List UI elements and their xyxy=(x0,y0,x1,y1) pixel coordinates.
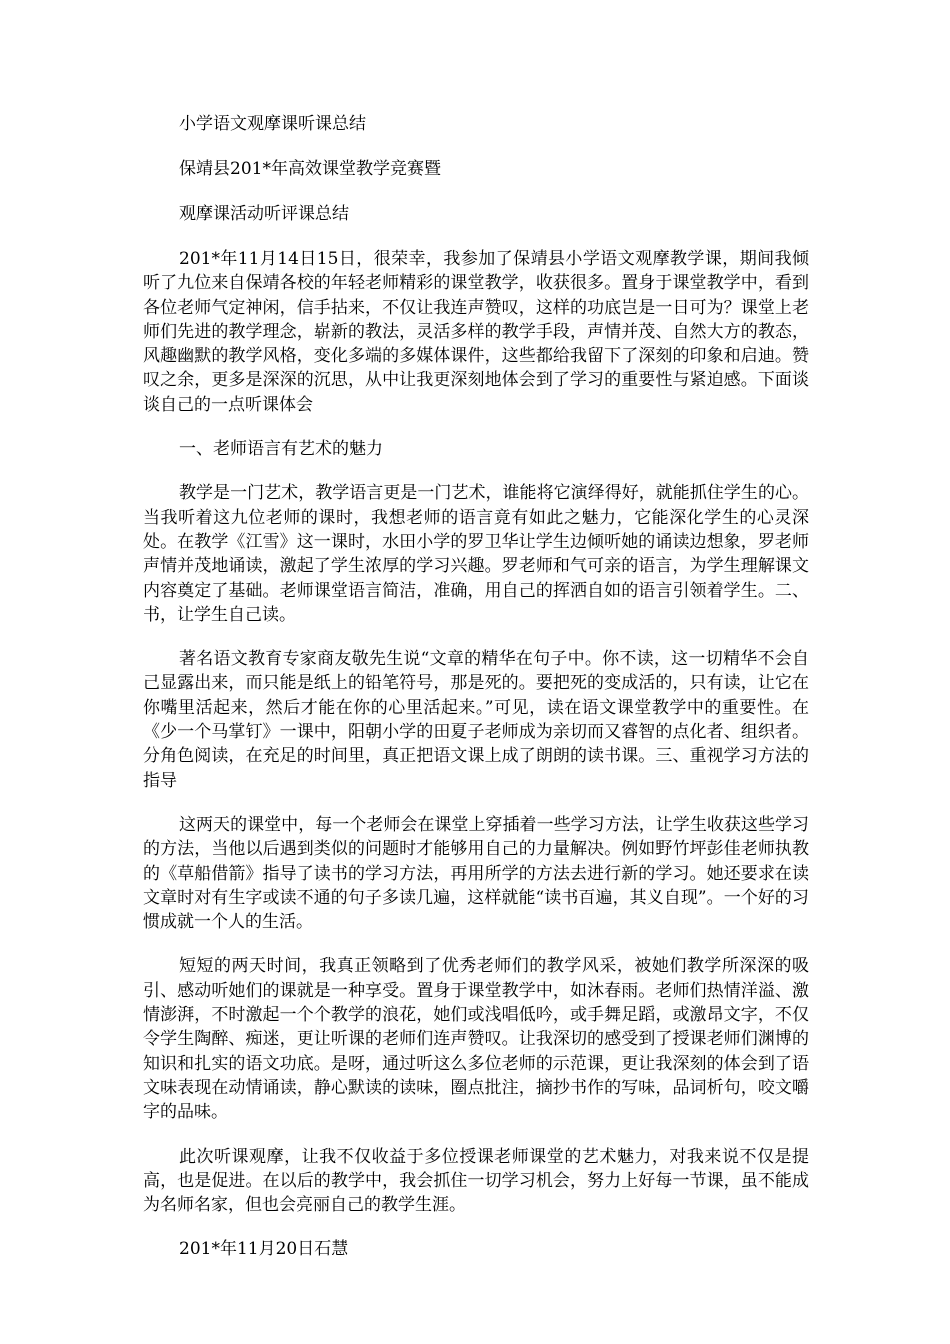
signature-date: 201*年11月20日石慧 xyxy=(179,1239,349,1260)
paragraph-language-art: 教学是一门艺术，教学语言更是一门艺术，谁能将它演绎得好，就能抓住学生的心。当我听着这九位老师的课时，我想老师的语言竟有如此之魅力，它能深化学生的心灵深处。在教学《江雪》这一课时，水田小学的罗卫华让学生边倾听她的诵读边想象，罗老师声情并茂地诵读，激起了学生浓厚的学习兴趣。罗老师和气可亲的语言，为学生理解课文内容奠定了基础。老师课堂语言简洁，准确，用自己的挥洒自如的语言引领着学生。二、书，让学生自己读。 xyxy=(143,483,809,625)
document-body xyxy=(143,112,809,1261)
paragraph-methods: 这两天的课堂中，每一个老师会在课堂上穿插着一些学习方法，让学生收获这些学习的方法，当他以后遇到类似的问题时才能够用自己的力量解决。例如野竹坪彭佳老师执教的《草船借箭》指导了读书的学习方法，再用所学的方法去进行新的学习。她还要求在读文章时对有生字或读不通的句子多读几遍，这样就能“读书百遍，其义自现”。一个好的习惯成就一个人的生活。 xyxy=(143,814,809,933)
section-heading-1: 一、老师语言有艺术的魅力 xyxy=(179,439,383,460)
paragraph-reading: 著名语文教育专家商友敬先生说“文章的精华在句子中。你不读，这一切精华不会自己显露出来，而只能是纸上的铅笔符号，那是死的。要把死的变成活的，只有读，让它在你嘴里活起来，然后才能在你的心里活起来。”可见，读在语文课堂教学中的重要性。在《少一个马掌钉》一课中，阳朝小学的田夏子老师成为亲切而又睿智的点化者、组织者。分角色阅读，在充足的时间里，真正把语文课上成了朗朗的读书课。三、重视学习方法的指导 xyxy=(143,649,809,791)
paragraph-reflection: 短短的两天时间，我真正领略到了优秀老师们的教学风采，被她们教学所深深的吸引、感动听她们的课就是一种享受。置身于课堂教学中，如沐春雨。老师们热情洋溢、激情澎湃，不时激起一个个教学的浪花，她们或浅唱低吟，或手舞足蹈，或激昂文字，不仅令学生陶醉、痴迷，更让听课的老师们连声赞叹。让我深切的感受到了授课老师们渊博的知识和扎实的语文功底。是呀，通过听这么多位老师的示范课，更让我深刻的体会到了语文味表现在动情诵读，静心默读的读味，圈点批注，摘抄书作的写味，品词析句，咬文嚼字的品味。 xyxy=(143,956,809,1123)
paragraph-intro: 201*年11月14日15日，很荣幸，我参加了保靖县小学语文观摩教学课，期间我倾听了九位来自保靖各校的年轻老师精彩的课堂教学，收获很多。置身于课堂教学中，看到各位老师气定神闲，信手拈来，不仅让我连声赞叹，这样的功底岂是一日可为？课堂上老师们先进的教学理念，崭新的教法，灵活多样的教学手段，声情并茂、自然大方的教态，风趣幽默的教学风格，变化多端的多媒体课件，这些都给我留下了深刻的印象和启迪。赞叹之余，更多是深深的沉思，从中让我更深刻地体会到了学习的重要性与紧迫感。下面谈谈自己的一点听课体会 xyxy=(143,249,809,415)
document-subtitle-2: 观摩课活动听评课总结 xyxy=(179,204,349,224)
paragraph-conclusion: 此次听课观摩，让我不仅收益于多位授课老师课堂的艺术魅力，对我来说不仅是提高，也是促进。在以后的教学中，我会抓住一切学习机会，努力上好每一节课，虽不能成为名师名家，但也会亮丽自己的教学生涯。 xyxy=(143,1146,809,1216)
document-subtitle: 保靖县201*年高效课堂教学竞赛暨 xyxy=(179,159,441,179)
document-title: 小学语文观摩课听课总结 xyxy=(179,114,366,134)
